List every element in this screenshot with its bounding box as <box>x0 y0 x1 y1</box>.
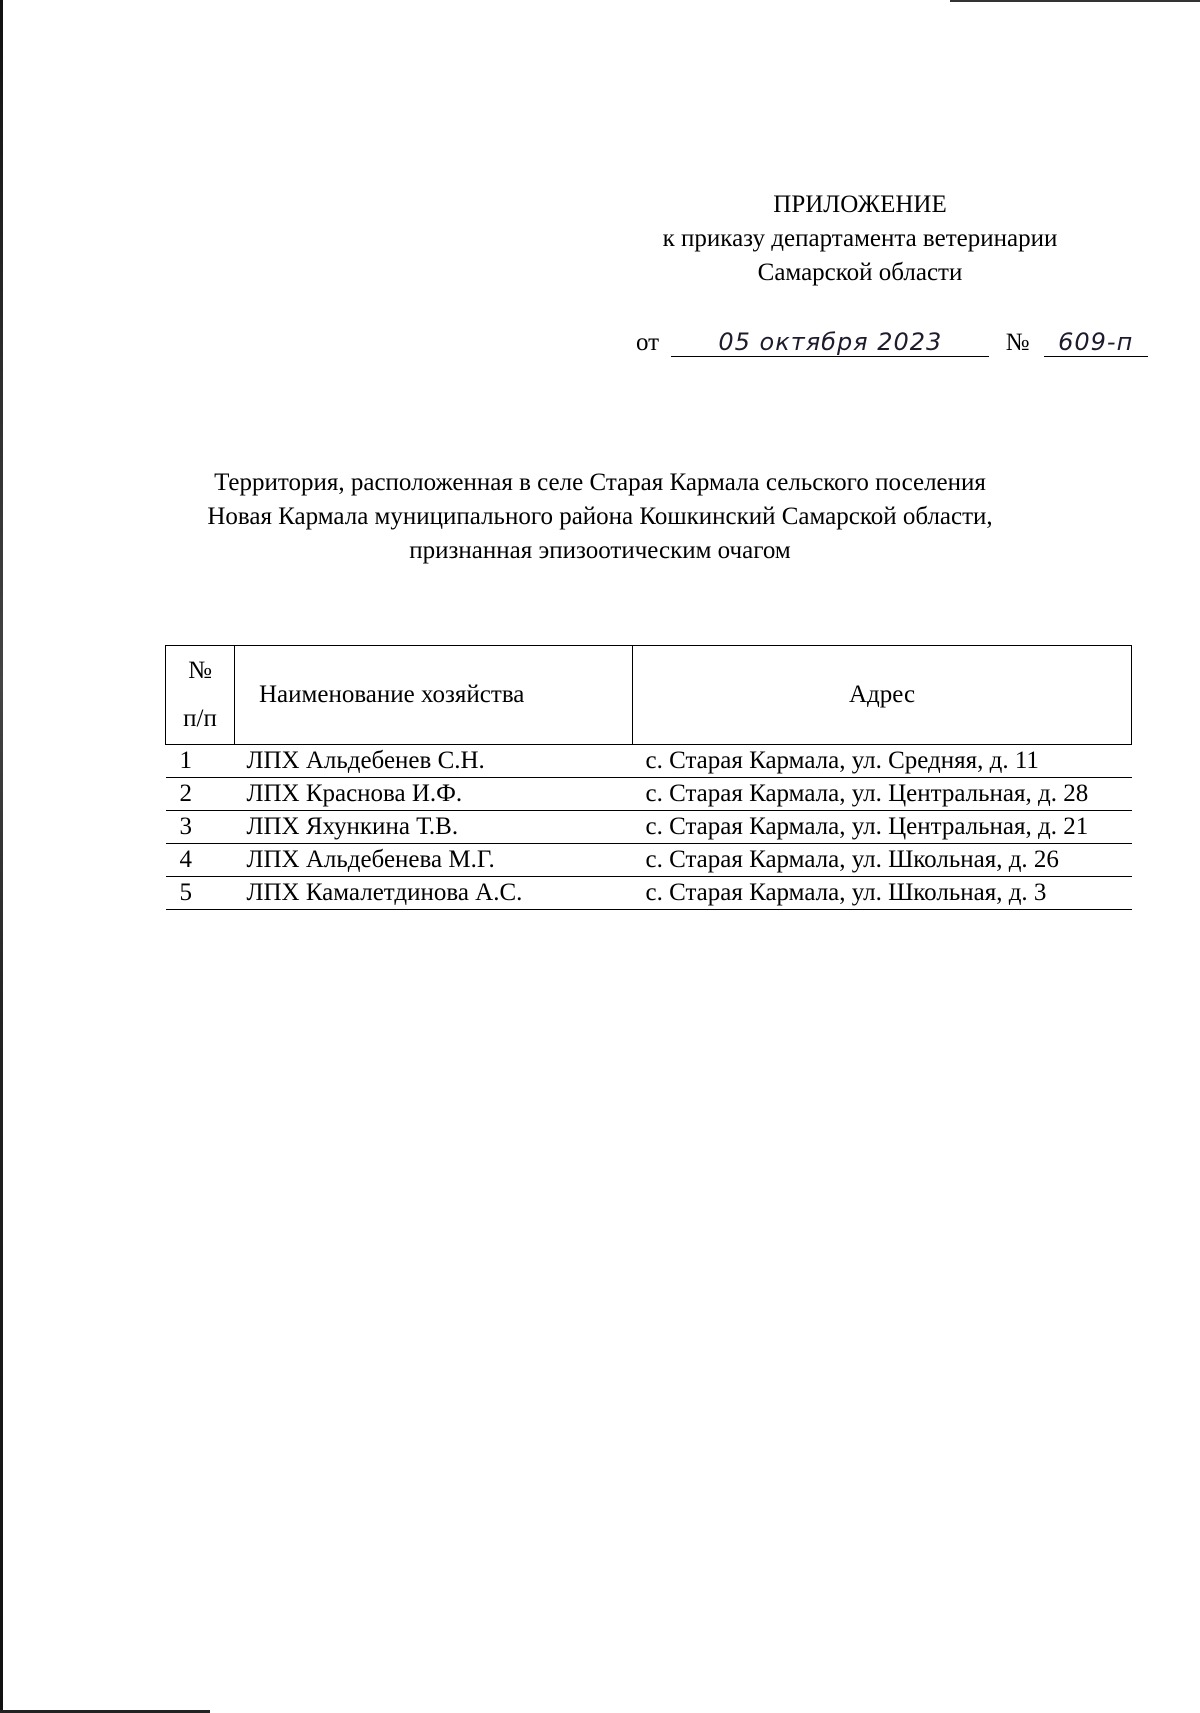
table-row <box>166 745 1132 778</box>
scan-edge-left <box>0 0 3 1713</box>
table-row <box>166 811 1132 844</box>
row-address: с. Старая Кармала, ул. Школьная, д. 26 <box>633 844 1132 877</box>
households-table <box>165 645 1132 910</box>
handwritten-number: 609-п <box>1044 328 1148 357</box>
table-row <box>166 778 1132 811</box>
row-number: 5 <box>166 877 235 910</box>
appendix-line-1: к приказу департамента ветеринарии <box>662 225 1058 252</box>
row-number: 2 <box>166 778 235 811</box>
row-address: с. Старая Кармала, ул. Средняя, д. 11 <box>633 745 1132 778</box>
order-reference-line <box>636 328 1148 364</box>
row-number: 1 <box>166 745 235 778</box>
appendix-block <box>600 188 1120 290</box>
header-number-line-2: п/п <box>183 705 217 732</box>
row-name: ЛПХ Альдебенев С.Н. <box>235 745 633 778</box>
from-label: от <box>636 329 660 356</box>
row-address: с. Старая Кармала, ул. Центральная, д. 28 <box>633 778 1132 811</box>
row-address: с. Старая Кармала, ул. Центральная, д. 21 <box>633 811 1132 844</box>
header-number-line-1: № <box>188 657 212 684</box>
appendix-line-2: Самарской области <box>757 259 963 286</box>
table-row <box>166 844 1132 877</box>
row-name: ЛПХ Камалетдинова А.С. <box>235 877 633 910</box>
row-name: ЛПХ Краснова И.Ф. <box>235 778 633 811</box>
title-line-1: Территория, расположенная в селе Старая Кармала сельского поселения <box>214 469 986 496</box>
header-address: Адрес <box>633 646 1132 745</box>
row-name: ЛПХ Яхункина Т.В. <box>235 811 633 844</box>
title-line-3: признанная эпизоотическим очагом <box>409 537 791 564</box>
document-title <box>120 466 1080 568</box>
table-header-row <box>166 646 1132 745</box>
row-name: ЛПХ Альдебенева М.Г. <box>235 844 633 877</box>
row-address: с. Старая Кармала, ул. Школьная, д. 3 <box>633 877 1132 910</box>
number-label: № <box>1005 329 1030 356</box>
header-number <box>166 646 235 745</box>
title-line-2: Новая Кармала муниципального района Кошкинский Самарской области, <box>207 503 993 530</box>
handwritten-date: 05 октября 2023 <box>671 328 989 357</box>
scan-edge-top <box>950 0 1200 2</box>
table-row <box>166 877 1132 910</box>
appendix-heading: ПРИЛОЖЕНИЕ <box>773 191 947 218</box>
row-number: 4 <box>166 844 235 877</box>
row-number: 3 <box>166 811 235 844</box>
header-name: Наименование хозяйства <box>235 646 633 745</box>
